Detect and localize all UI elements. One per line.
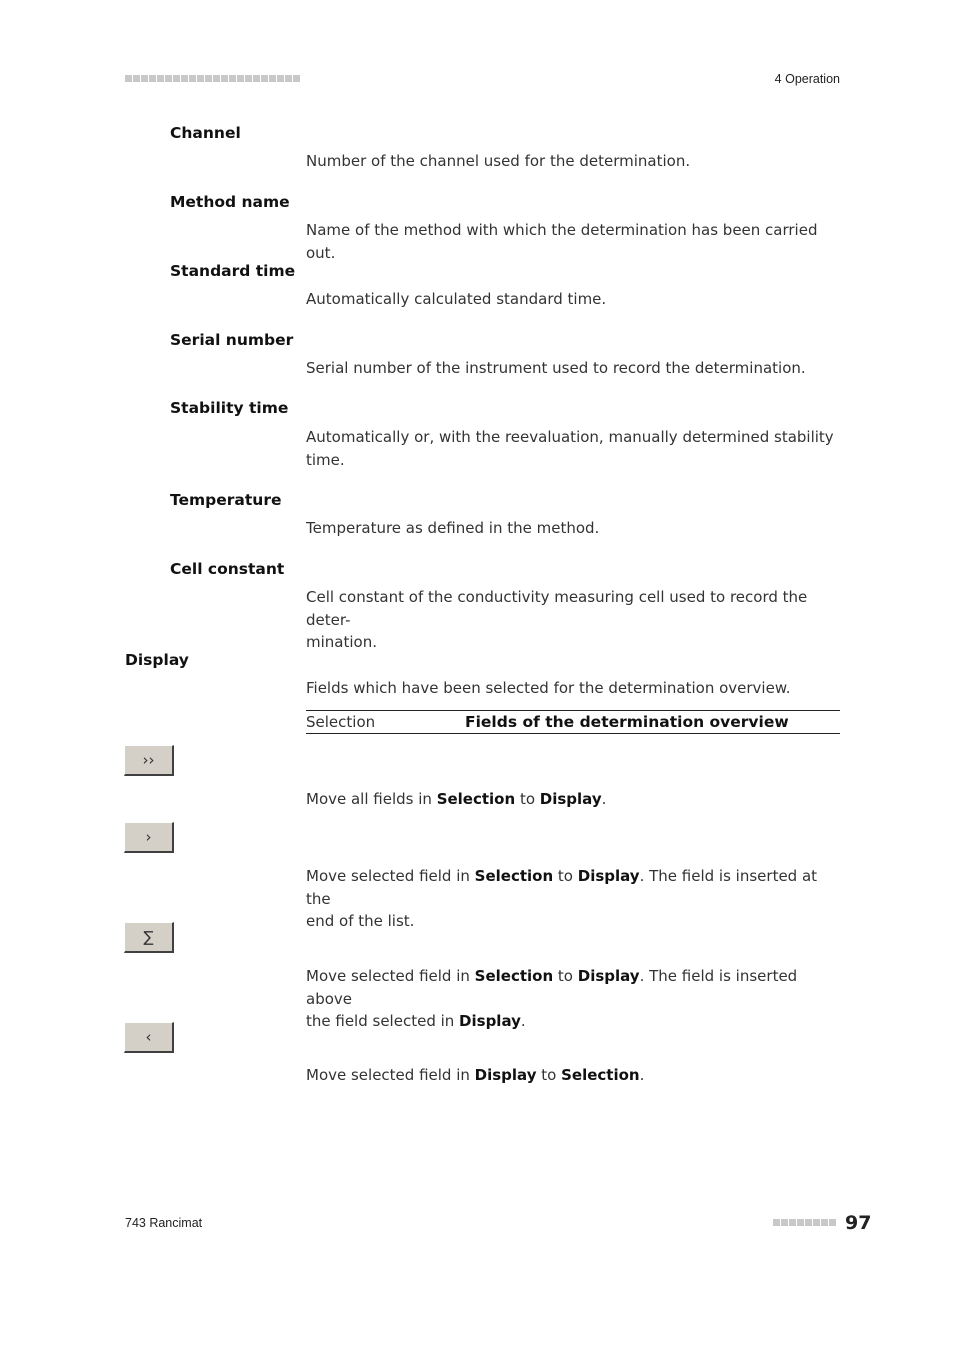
move-right-icon: ›	[145, 828, 152, 846]
display-heading: Display	[125, 651, 189, 669]
description-line	[306, 788, 840, 811]
field-description: Serial number of the instrument used to record the determination.	[306, 359, 806, 377]
text-run: to	[553, 867, 578, 885]
ui-term: Selection	[561, 1066, 640, 1084]
ui-term: Display	[577, 867, 640, 885]
insert-button[interactable]	[124, 922, 174, 953]
insert-icon: ∑	[143, 928, 154, 946]
button-description	[306, 965, 840, 1033]
field-description: Temperature as defined in the method.	[306, 519, 600, 537]
ui-term: Display	[459, 1012, 521, 1030]
page-number: 97	[845, 1212, 872, 1234]
move-left-button[interactable]	[124, 1022, 174, 1053]
text-run: .	[601, 790, 607, 808]
move-all-right-button[interactable]	[124, 745, 174, 776]
text-run: Move selected field in	[306, 967, 475, 985]
ui-term: Display	[539, 790, 602, 808]
description-line	[306, 1064, 840, 1087]
field-term: Channel	[170, 124, 241, 142]
description-line	[306, 865, 840, 910]
button-description	[306, 1064, 840, 1087]
move-left-icon: ‹	[145, 1028, 152, 1046]
ui-term: Selection	[474, 967, 554, 985]
button-description	[306, 788, 840, 811]
field-term: Cell constant	[170, 560, 285, 578]
text-run: Move all fields in	[306, 790, 437, 808]
field-description: Cell constant of the conductivity measuring cell used to record the deter- mination.	[306, 588, 808, 651]
text-run: to	[536, 1066, 562, 1084]
text-run: .	[520, 1012, 526, 1030]
field-description: Name of the method with which the determination has been carried out.	[306, 221, 818, 262]
text-run: . The field is inserted at the	[306, 867, 818, 908]
field-description: Automatically or, with the reevaluation, manually determined stability time.	[306, 428, 834, 469]
text-run: to	[553, 967, 578, 985]
field-term: Temperature	[170, 491, 282, 509]
text-run: to	[515, 790, 540, 808]
text-run: .	[639, 1066, 645, 1084]
text-run: Move selected field in	[306, 1066, 475, 1084]
ui-term: Display	[474, 1066, 537, 1084]
field-term: Standard time	[170, 262, 296, 280]
text-run: . The field is inserted above	[306, 967, 798, 1008]
footer-decoration	[773, 1219, 836, 1226]
description-line	[306, 965, 840, 1010]
display-description: Fields which have been selected for the determination overview.	[306, 679, 791, 697]
fields-table-header	[306, 710, 840, 734]
field-term: Stability time	[170, 399, 289, 417]
description-line	[306, 910, 840, 933]
header-decoration	[125, 75, 300, 82]
move-all-right-icon: ››	[142, 751, 155, 769]
text-run: end of the list.	[306, 912, 415, 930]
button-description	[306, 865, 840, 933]
text-run: Move selected field in	[306, 867, 475, 885]
move-right-button[interactable]	[124, 822, 174, 853]
section-title: 4 Operation	[774, 72, 840, 86]
field-description: Number of the channel used for the determination.	[306, 152, 691, 170]
ui-term: Selection	[474, 867, 554, 885]
ui-term: Display	[577, 967, 640, 985]
display-column-header: Fields of the determination overview	[465, 713, 789, 731]
field-description: Automatically calculated standard time.	[306, 290, 607, 308]
field-term: Method name	[170, 193, 290, 211]
description-line	[306, 1010, 840, 1033]
field-term: Serial number	[170, 331, 294, 349]
product-name: 743 Rancimat	[125, 1216, 203, 1230]
ui-term: Selection	[436, 790, 516, 808]
text-run: the field selected in	[306, 1012, 460, 1030]
selection-column-header: Selection	[306, 713, 376, 731]
